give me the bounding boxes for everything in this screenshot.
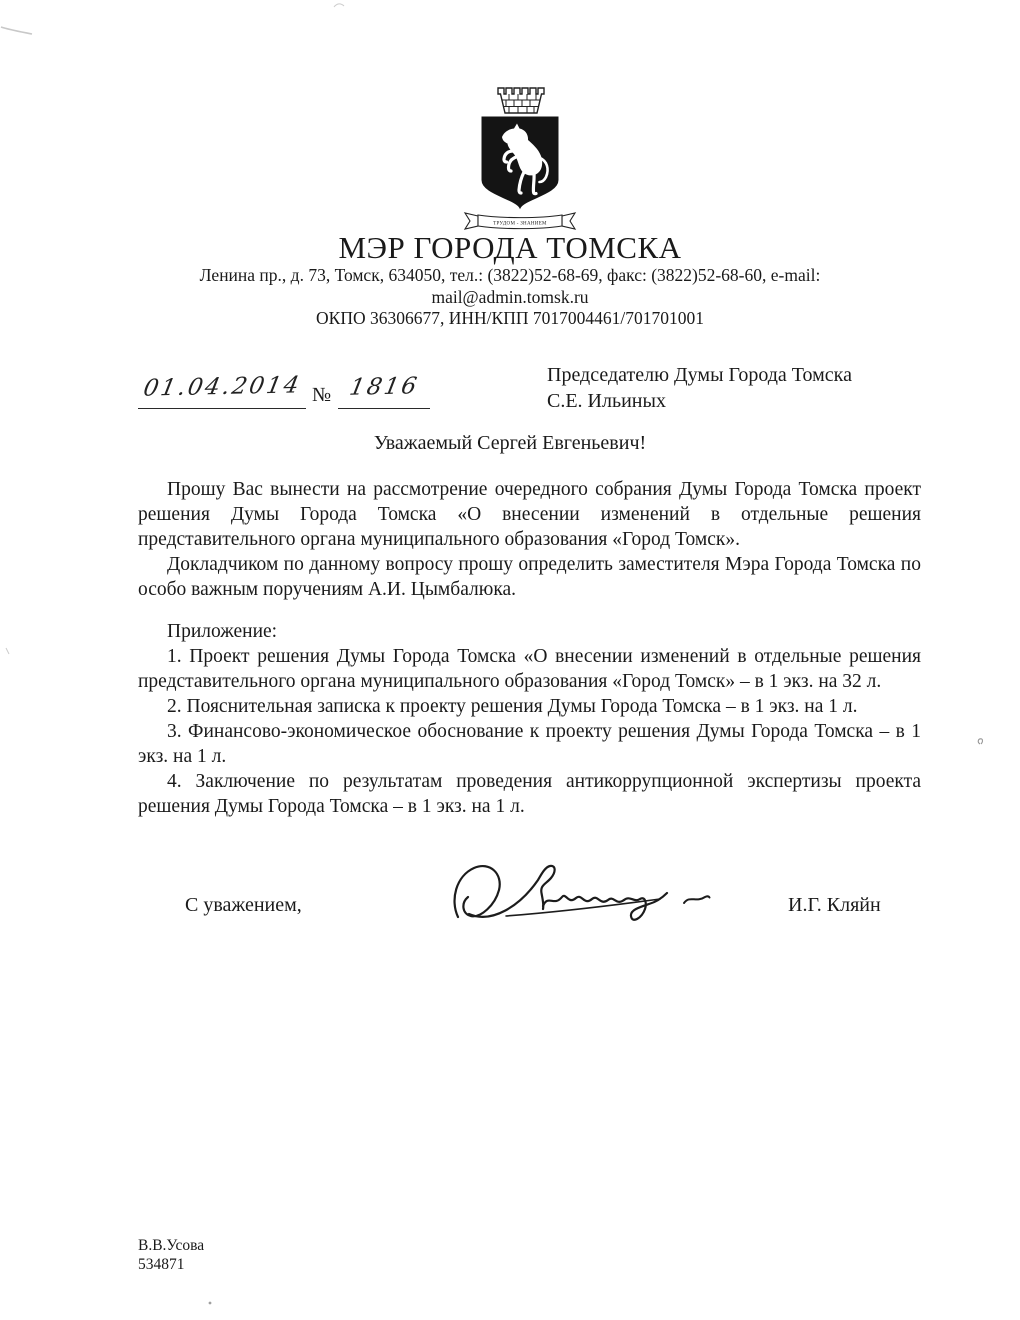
letterhead-contacts [0, 265, 1020, 330]
motto-text: ТРУДОМ - ЗНАНИЕМ [493, 221, 547, 227]
codes-line: ОКПО 36306677, ИНН/КПП 7017004461/701701001 [316, 308, 704, 328]
scan-dot-artifact [206, 1299, 214, 1307]
executor-phone: 534871 [138, 1256, 185, 1273]
number-sign: № [312, 384, 332, 406]
mural-crown-icon [498, 88, 544, 113]
signer-name: И.Г. Кляйн [788, 894, 881, 916]
attachment-item: 1. Проект решения Думы Города Томска «О внесении изменений в отдельные решения представительного органа муниципального образования «Город Томск» – в 1 экз. на 32 л. [138, 646, 921, 692]
handwritten-number: 1816 [347, 373, 421, 401]
tomsk-coat-of-arms [460, 84, 580, 230]
attachment-item: 3. Финансово-экономическое обоснование к проекту решения Думы Города Томска – в 1 экз. на 1 л. [138, 721, 921, 767]
attachment-item: 4. Заключение по результатам проведения антикоррупционной экспертизы проекта решения Думы Города Томска – в 1 экз. на 1 л. [138, 771, 921, 817]
address-line: Ленина пр., д. 73, Томск, 634050, тел.: (3822)52-68-69, факс: (3822)52-68-60, e-mail: [199, 265, 821, 285]
email-line: mail@admin.tomsk.ru [431, 286, 589, 307]
body-paragraph: Прошу Вас вынести на рассмотрение очередного собрания Думы Города Томска проект решения Думы Города Томска «О внесении изменений в отдельные решения представительного органа муниципального образования «Город Томск». [138, 479, 921, 550]
handwritten-date: 01.04.2014 [140, 372, 304, 402]
scan-dot-artifact [4, 646, 12, 656]
outgoing-date-field [138, 374, 306, 409]
scan-curl-artifact [974, 736, 986, 748]
attachments-heading: Приложение: [167, 621, 278, 642]
salutation: Уважаемый Сергей Евгеньевич! [373, 432, 647, 454]
letter-body [138, 477, 921, 819]
addressee-block [547, 362, 852, 414]
org-title: МЭР ГОРОДА ТОМСКА [338, 230, 682, 265]
executor-block [138, 1236, 204, 1274]
closing-respect: С уважением, [185, 894, 302, 916]
scan-mark-artifact [333, 2, 345, 10]
addressee-position: Председателю Думы Города Томска [547, 364, 852, 386]
handwritten-signature [448, 854, 718, 939]
attachment-item: 2. Пояснительная записка к проекту решения Думы Города Томска – в 1 экз. на 1 л. [167, 696, 858, 717]
body-paragraph: Докладчиком по данному вопросу прошу определить заместителя Мэра Города Томска по особо важным поручениям А.И. Цымбалюка. [138, 554, 921, 600]
scan-streak-artifact [0, 24, 34, 36]
outgoing-number-field [338, 374, 430, 409]
addressee-name: С.Е. Ильиных [547, 390, 666, 412]
executor-name: В.В.Усова [138, 1237, 205, 1254]
motto-ribbon-icon [465, 213, 575, 229]
